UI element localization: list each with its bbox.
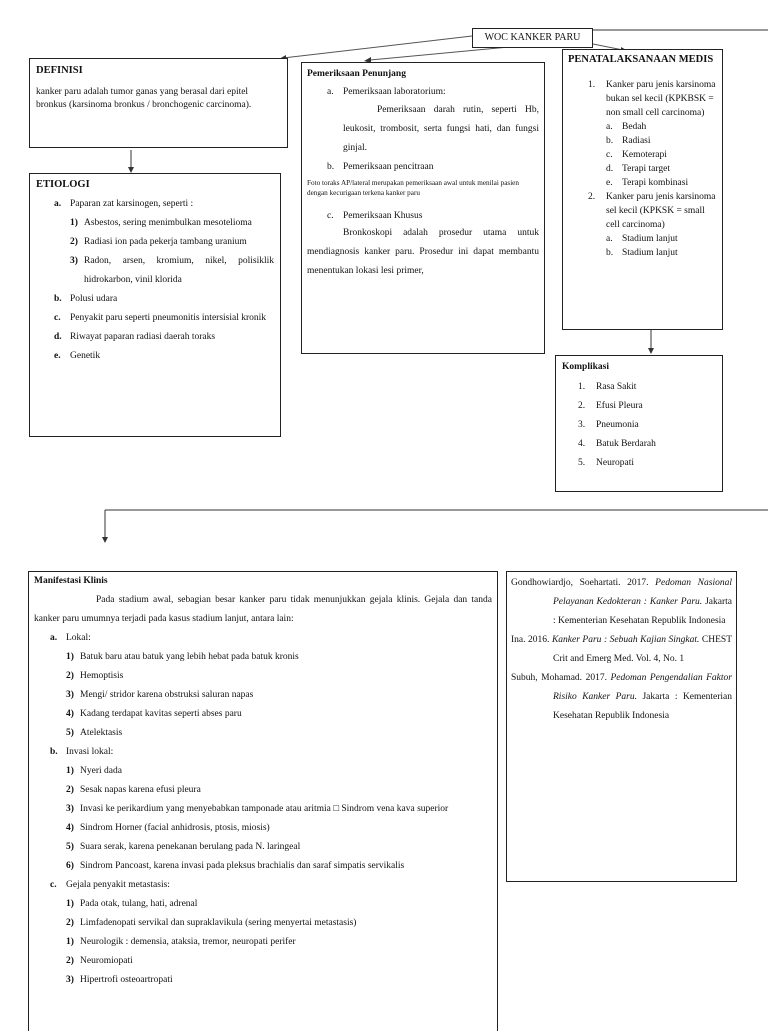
- manifestasi-group: c. Gejala penyakit metastasis:: [50, 879, 170, 890]
- definisi-text: kanker paru adalah tumor ganas yang berasal dari epitel bronkus (karsinoma bronkus / bronchogenic carcinoma).: [36, 87, 252, 110]
- manifestasi-intro: Pada stadium awal, sebagian besar kanker paru tidak menunjukkan gejala klinis. Gejala dan tanda kanker paru umumnya terjadi pada kasus stadium lanjut, antara lain:: [34, 594, 492, 624]
- manifestasi-item: 1) Batuk baru atau batuk yang lebih hebat pada batuk kronis: [66, 651, 299, 662]
- etiologi-item: d. Riwayat paparan radiasi daerah toraks: [54, 332, 216, 343]
- woc-title: WOC KANKER PARU: [484, 32, 581, 43]
- penatalaksanaan-box: [562, 49, 723, 330]
- definisi-title: DEFINISI: [36, 65, 83, 76]
- penatalaksanaan-item: 2. Kanker paru jenis karsinoma sel kecil (KPKSK = small cell carcinoma): [588, 191, 716, 230]
- woc-title-box: [472, 28, 593, 48]
- manifestasi-item: 3) Mengi/ stridor karena obstruksi saluran napas: [66, 689, 254, 700]
- penatalaksanaan-subitem: b. Stadium lanjut: [606, 247, 678, 258]
- manifestasi-item: 1) Pada otak, tulang, hati, adrenal: [66, 898, 198, 909]
- komplikasi-item: 2. Efusi Pleura: [578, 400, 643, 411]
- manifestasi-item: 3) Hipertrofi osteoartropati: [66, 974, 173, 985]
- penatalaksanaan-subitem: e. Terapi kombinasi: [606, 177, 689, 188]
- etiologi-title: ETIOLOGI: [36, 179, 90, 190]
- penatalaksanaan-subitem: a. Bedah: [606, 121, 647, 132]
- reference-1: Gondhowiardjo, Soehartati. 2017. Pedoman Nasional Pelayanan Kedokteran : Kanker Paru. Jakarta : Kementerian Kesehatan Republik Indonesia: [511, 578, 733, 626]
- penunjang-item-c: c. Pemeriksaan Khusus: [327, 211, 423, 222]
- etiologi-item: b. Polusi udara: [54, 294, 118, 305]
- penunjang-item-b: b. Pemeriksaan pencitraan: [327, 161, 434, 172]
- komplikasi-item: 5. Neuropati: [578, 457, 634, 468]
- penunjang-box: [301, 62, 545, 354]
- manifestasi-box: [28, 571, 498, 1031]
- komplikasi-item: 1. Rasa Sakit: [578, 381, 637, 392]
- penatalaksanaan-title: PENATALAKSANAAN MEDIS: [568, 54, 714, 65]
- manifestasi-group: a. Lokal:: [50, 632, 91, 643]
- manifestasi-item: 6) Sindrom Pancoast, karena invasi pada pleksus brachialis dan saraf simpatis servikalis: [66, 860, 405, 871]
- etiologi-box: [29, 173, 281, 437]
- penunjang-item-a: a. Pemeriksaan laboratorium:: [327, 86, 446, 97]
- etiologi-subitem: 1) Asbestos, sering menimbulkan mesotelioma: [70, 218, 252, 229]
- etiologi-item: c. Penyakit paru seperti pneumonitis intersisial kronik: [54, 313, 267, 324]
- manifestasi-item: 2) Hemoptisis: [66, 670, 124, 681]
- etiologi-item: e. Genetik: [54, 351, 101, 362]
- penatalaksanaan-subitem: d. Terapi target: [606, 163, 670, 174]
- arrow-to-definisi: [283, 36, 472, 58]
- komplikasi-item: 4. Batuk Berdarah: [578, 438, 656, 449]
- penunjang-b-text: Foto toraks AP/lateral merupakan pemeriksaan awal untuk menilai pasien dengan kecurigaan terkena kanker paru: [307, 179, 519, 197]
- manifestasi-item: 2) Neuromiopati: [66, 955, 133, 966]
- manifestasi-title: Manifestasi Klinis: [34, 576, 108, 586]
- manifestasi-item: 3) Invasi ke perikardium yang menyebabkan tamponade atau aritmia □ Sindrom vena kava superior: [66, 803, 449, 814]
- penunjang-a-text: Pemeriksaan darah rutin, seperti Hb, leukosit, trombosit, serta fungsi hati, dan fungsi ginjal.: [343, 104, 539, 153]
- komplikasi-box: [555, 355, 723, 492]
- manifestasi-item: 4) Sindrom Horner (facial anhidrosis, ptosis, miosis): [66, 822, 270, 833]
- penatalaksanaan-subitem: a. Stadium lanjut: [606, 233, 678, 244]
- etiologi-subitem: 3) Radon, arsen, kromium, nikel, polisiklik hidrokarbon, vinil klorida: [70, 256, 274, 286]
- arrow-to-penunjang: [370, 46, 520, 60]
- reference-2: Ina. 2016. Kanker Paru : Sebuah Kajian Singkat. CHEST Crit and Emerg Med. Vol. 4, No. 1: [511, 635, 733, 664]
- manifestasi-item: 1) Nyeri dada: [66, 765, 122, 776]
- etiologi-subitem: 2) Radiasi ion pada pekerja tambang uranium: [70, 237, 247, 248]
- manifestasi-item: 2) Sesak napas karena efusi pleura: [66, 784, 201, 795]
- penunjang-c-text: Bronkoskopi adalah prosedur utama untuk mendiagnosis kanker paru. Prosedur ini dapat membantu menentukan lokasi lesi primer,: [307, 227, 539, 276]
- manifestasi-item: 5) Suara serak, karena penekanan berulang pada N. laringeal: [66, 841, 301, 852]
- komplikasi-item: 3. Pneumonia: [578, 419, 639, 430]
- manifestasi-item: 5) Atelektasis: [66, 727, 123, 738]
- penunjang-title: Pemeriksaan Penunjang: [307, 69, 406, 79]
- penatalaksanaan-subitem: c. Kemoterapi: [606, 149, 667, 160]
- reference-3: Subuh, Mohamad. 2017. Pedoman Pengendalian Faktor Risiko Kanker Paru. Jakarta : Kementerian Kesehatan Republik Indonesia: [511, 673, 733, 721]
- komplikasi-title: Komplikasi: [562, 362, 609, 372]
- definisi-box: [29, 58, 288, 148]
- references-box: [506, 571, 737, 882]
- penatalaksanaan-item: 1. Kanker paru jenis karsinoma bukan sel kecil (KPKBSK = non small cell carcinoma): [588, 79, 716, 118]
- etiologi-item: a. Paparan zat karsinogen, seperti :: [54, 199, 194, 210]
- manifestasi-item: 2) Limfadenopati servikal dan supraklavikula (sering menyertai metastasis): [66, 917, 357, 928]
- manifestasi-item: 4) Kadang terdapat kavitas seperti abses paru: [66, 708, 242, 719]
- manifestasi-group: b. Invasi lokal:: [50, 746, 114, 757]
- penatalaksanaan-subitem: b. Radiasi: [606, 135, 651, 146]
- manifestasi-item: 1) Neurologik : demensia, ataksia, tremor, neuropati perifer: [66, 936, 296, 947]
